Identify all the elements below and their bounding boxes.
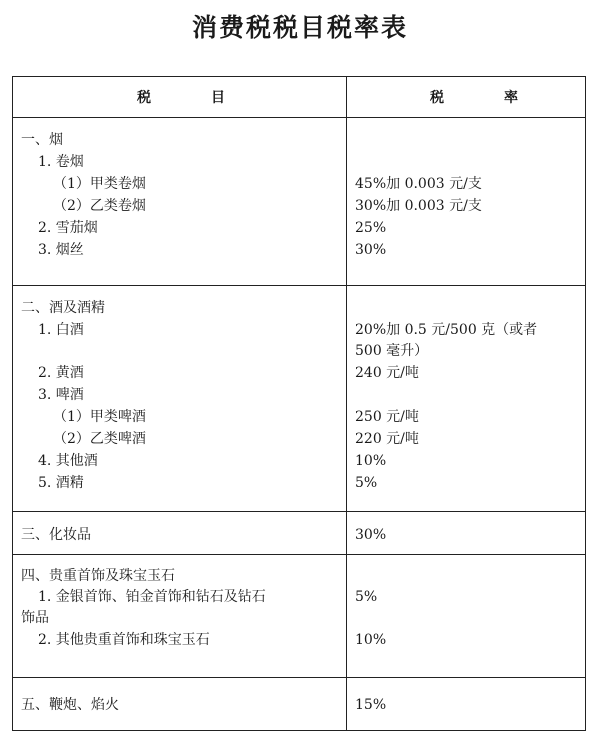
rate-text: 220 元/吨 [355, 431, 419, 447]
rate-text: 30% [355, 527, 387, 543]
rate-text: 10% [355, 453, 387, 469]
item-text: 1. 白酒 [38, 322, 84, 338]
rate-text: 5% [355, 475, 378, 491]
item-text: 2. 雪茄烟 [38, 220, 98, 236]
item-text: 三、化妆品 [21, 527, 91, 543]
item-text: 2. 黄酒 [38, 365, 84, 381]
rate-text: 30% [355, 242, 387, 258]
item-text: 二、酒及酒精 [21, 300, 105, 316]
row-divider [13, 677, 585, 678]
rate-text: 20%加 0.5 元/500 克（或者 [355, 322, 538, 338]
header-rate: 税 率 [430, 90, 518, 106]
column-divider [346, 77, 347, 730]
item-text: （2）乙类卷烟 [53, 198, 146, 214]
item-text: 一、烟 [21, 132, 63, 148]
row-divider [13, 285, 585, 286]
tax-rate-table [12, 76, 586, 731]
item-text: （2）乙类啤酒 [53, 431, 146, 447]
item-text: 4. 其他酒 [38, 453, 98, 469]
item-text: （1）甲类卷烟 [53, 176, 146, 192]
item-text: 1. 金银首饰、铂金首饰和钻石及钻石 [38, 589, 266, 605]
rate-text: 10% [355, 632, 387, 648]
rate-text: 5% [355, 589, 378, 605]
row-divider [13, 117, 585, 118]
row-divider [13, 511, 585, 512]
header-item: 税 目 [137, 90, 225, 106]
item-text: 五、鞭炮、焰火 [21, 697, 119, 713]
item-text: 3. 烟丝 [38, 242, 84, 258]
row-divider [13, 554, 585, 555]
item-text: 5. 酒精 [38, 475, 84, 491]
page-title: 消费税税目税率表 [191, 13, 408, 42]
item-text: 2. 其他贵重首饰和珠宝玉石 [38, 632, 210, 648]
item-text: 饰品 [21, 610, 49, 626]
rate-text: 45%加 0.003 元/支 [355, 176, 482, 192]
item-text: 四、贵重首饰及珠宝玉石 [21, 568, 175, 584]
item-text: 1. 卷烟 [38, 154, 84, 170]
rate-text: 25% [355, 220, 387, 236]
rate-text: 500 毫升） [355, 343, 429, 359]
item-text: 3. 啤酒 [38, 387, 84, 403]
rate-text: 240 元/吨 [355, 365, 419, 381]
rate-text: 30%加 0.003 元/支 [355, 198, 482, 214]
rate-text: 15% [355, 697, 387, 713]
rate-text: 250 元/吨 [355, 409, 419, 425]
item-text: （1）甲类啤酒 [53, 409, 146, 425]
